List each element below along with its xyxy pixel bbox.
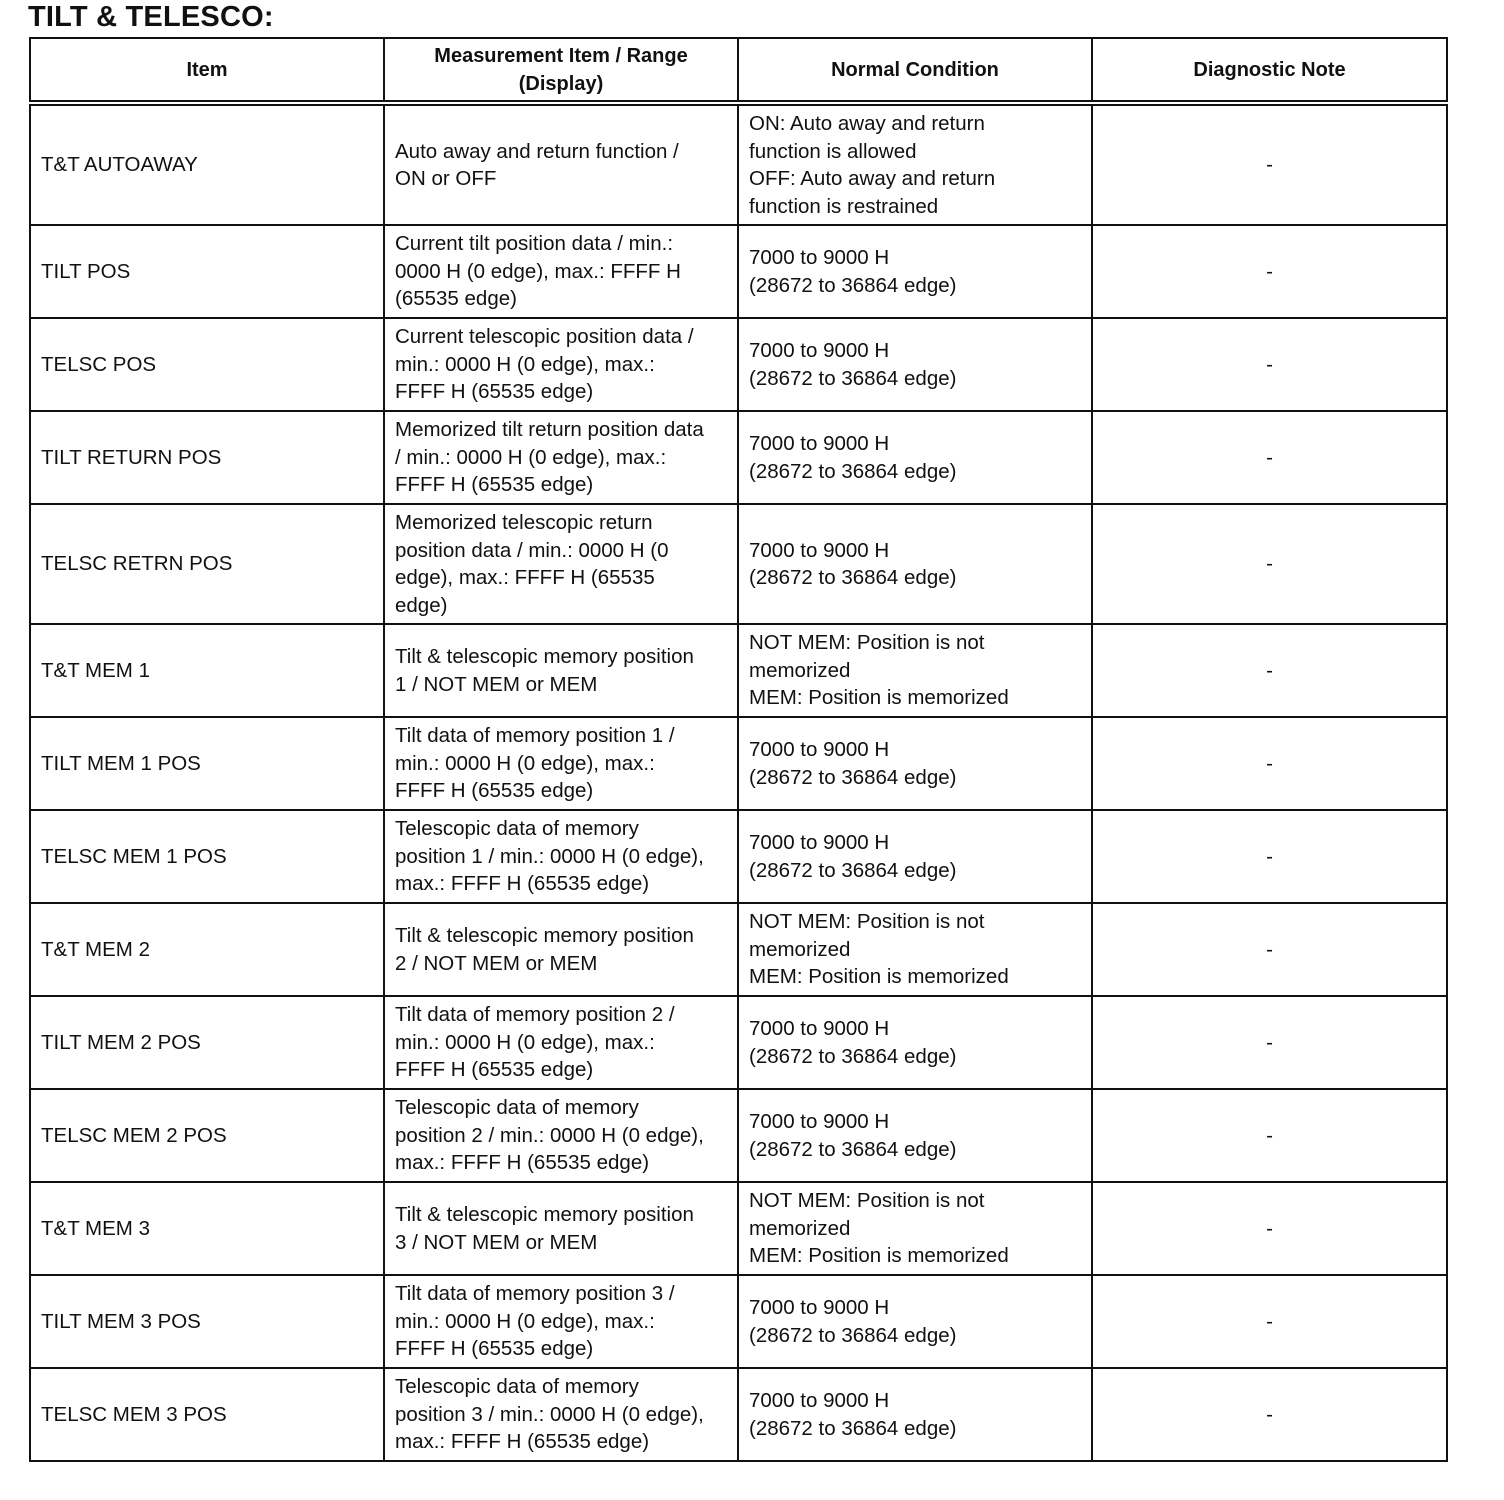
item-cell: TILT POS <box>30 225 384 318</box>
measurement-cell: Tilt data of memory position 3 / min.: 0000 H (0 edge), max.: FFFF H (65535 edge) <box>384 1275 738 1368</box>
measurement-cell: Tilt & telescopic memory position 2 / NOT MEM or MEM <box>384 903 738 996</box>
table-row <box>30 1182 1447 1275</box>
measurement-cell: Current telescopic position data / min.: 0000 H (0 edge), max.: FFFF H (65535 edge) <box>384 318 738 411</box>
diagnostic-note-cell: - <box>1092 1089 1447 1182</box>
measurement-cell: Tilt & telescopic memory position 3 / NOT MEM or MEM <box>384 1182 738 1275</box>
normal-condition-cell: NOT MEM: Position is not memorized MEM: Position is memorized <box>738 1182 1092 1275</box>
table-row <box>30 1275 1447 1368</box>
normal-condition-cell: NOT MEM: Position is not memorized MEM: Position is memorized <box>738 903 1092 996</box>
measurement-cell: Telescopic data of memory position 1 / min.: 0000 H (0 edge), max.: FFFF H (65535 edge) <box>384 810 738 903</box>
measurement-cell: Memorized telescopic return position data / min.: 0000 H (0 edge), max.: FFFF H (65535 edge) <box>384 504 738 624</box>
column-header-item: Item <box>30 38 384 103</box>
item-cell: TELSC MEM 2 POS <box>30 1089 384 1182</box>
diagnostic-note-cell: - <box>1092 225 1447 318</box>
table-row <box>30 411 1447 504</box>
table-row <box>30 225 1447 318</box>
measurement-cell: Telescopic data of memory position 3 / min.: 0000 H (0 edge), max.: FFFF H (65535 edge) <box>384 1368 738 1461</box>
measurement-cell: Auto away and return function / ON or OFF <box>384 103 738 225</box>
table-header-row <box>30 38 1447 103</box>
normal-condition-cell: 7000 to 9000 H (28672 to 36864 edge) <box>738 318 1092 411</box>
table-row <box>30 1368 1447 1461</box>
item-cell: T&T MEM 2 <box>30 903 384 996</box>
diagnostic-note-cell: - <box>1092 318 1447 411</box>
table-row <box>30 996 1447 1089</box>
measurement-cell: Telescopic data of memory position 2 / min.: 0000 H (0 edge), max.: FFFF H (65535 edge) <box>384 1089 738 1182</box>
diagnostic-note-cell: - <box>1092 903 1447 996</box>
normal-condition-cell: 7000 to 9000 H (28672 to 36864 edge) <box>738 504 1092 624</box>
diagnostic-note-cell: - <box>1092 1182 1447 1275</box>
measurement-cell: Current tilt position data / min.: 0000 H (0 edge), max.: FFFF H (65535 edge) <box>384 225 738 318</box>
table-row <box>30 318 1447 411</box>
item-cell: TILT MEM 3 POS <box>30 1275 384 1368</box>
normal-condition-cell: 7000 to 9000 H (28672 to 36864 edge) <box>738 225 1092 318</box>
diagnostic-note-cell: - <box>1092 996 1447 1089</box>
normal-condition-cell: ON: Auto away and return function is allowed OFF: Auto away and return function is restrained <box>738 103 1092 225</box>
item-cell: TILT MEM 1 POS <box>30 717 384 810</box>
normal-condition-cell: 7000 to 9000 H (28672 to 36864 edge) <box>738 1089 1092 1182</box>
item-cell: TELSC POS <box>30 318 384 411</box>
measurement-cell: Tilt data of memory position 2 / min.: 0000 H (0 edge), max.: FFFF H (65535 edge) <box>384 996 738 1089</box>
item-cell: TILT RETURN POS <box>30 411 384 504</box>
item-cell: TILT MEM 2 POS <box>30 996 384 1089</box>
diagnostic-note-cell: - <box>1092 103 1447 225</box>
normal-condition-cell: 7000 to 9000 H (28672 to 36864 edge) <box>738 1275 1092 1368</box>
diagnostic-note-cell: - <box>1092 504 1447 624</box>
diagnostic-note-cell: - <box>1092 1368 1447 1461</box>
normal-condition-cell: NOT MEM: Position is not memorized MEM: Position is memorized <box>738 624 1092 717</box>
page-title: TILT & TELESCO: <box>28 1 274 33</box>
measurement-cell: Tilt data of memory position 1 / min.: 0000 H (0 edge), max.: FFFF H (65535 edge) <box>384 717 738 810</box>
normal-condition-cell: 7000 to 9000 H (28672 to 36864 edge) <box>738 810 1092 903</box>
table-row <box>30 903 1447 996</box>
diagnostic-note-cell: - <box>1092 1275 1447 1368</box>
table-row <box>30 103 1447 225</box>
table-row <box>30 504 1447 624</box>
column-header-measurement: Measurement Item / Range (Display) <box>384 38 738 103</box>
item-cell: TELSC MEM 3 POS <box>30 1368 384 1461</box>
item-cell: TELSC MEM 1 POS <box>30 810 384 903</box>
item-cell: T&T AUTOAWAY <box>30 103 384 225</box>
table-row <box>30 717 1447 810</box>
diagnostic-note-cell: - <box>1092 411 1447 504</box>
column-header-normal-condition: Normal Condition <box>738 38 1092 103</box>
measurement-cell: Memorized tilt return position data / min.: 0000 H (0 edge), max.: FFFF H (65535 edge) <box>384 411 738 504</box>
normal-condition-cell: 7000 to 9000 H (28672 to 36864 edge) <box>738 1368 1092 1461</box>
normal-condition-cell: 7000 to 9000 H (28672 to 36864 edge) <box>738 411 1092 504</box>
diagnostic-data-table <box>29 37 1448 1462</box>
diagnostic-note-cell: - <box>1092 624 1447 717</box>
table-row <box>30 1089 1447 1182</box>
item-cell: TELSC RETRN POS <box>30 504 384 624</box>
diagnostic-note-cell: - <box>1092 810 1447 903</box>
normal-condition-cell: 7000 to 9000 H (28672 to 36864 edge) <box>738 996 1092 1089</box>
table-row <box>30 624 1447 717</box>
table-row <box>30 810 1447 903</box>
normal-condition-cell: 7000 to 9000 H (28672 to 36864 edge) <box>738 717 1092 810</box>
item-cell: T&T MEM 3 <box>30 1182 384 1275</box>
column-header-diagnostic-note: Diagnostic Note <box>1092 38 1447 103</box>
diagnostic-note-cell: - <box>1092 717 1447 810</box>
item-cell: T&T MEM 1 <box>30 624 384 717</box>
measurement-cell: Tilt & telescopic memory position 1 / NOT MEM or MEM <box>384 624 738 717</box>
